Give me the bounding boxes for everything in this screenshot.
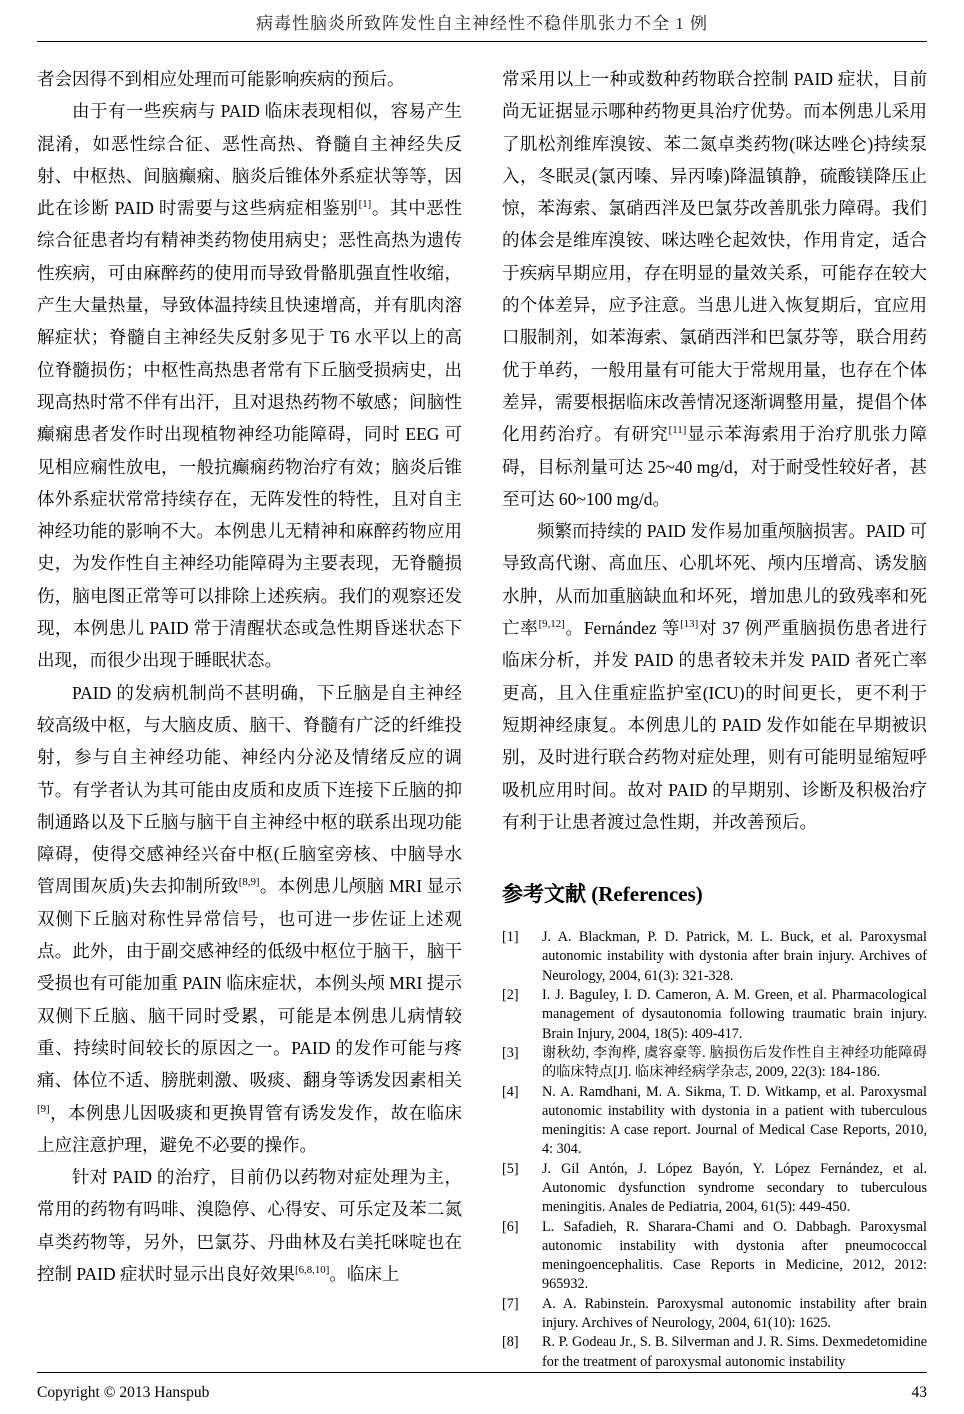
- reference-text: R. P. Godeau Jr., S. B. Silverman and J. R. Sims. Dexmedetomidine for the treatment of paroxysmal autonomic instability: [542, 1334, 927, 1370]
- reference-item: [502, 1218, 927, 1295]
- reference-text: 谢秋幼, 李洵桦, 虞容豪等. 脑损伤后发作性自主神经功能障碍的临床特点[J]. 临床神经病学杂志, 2009, 22(3): 184-186.: [542, 1044, 927, 1081]
- reference-number: [3]: [502, 1044, 519, 1061]
- reference-number: [7]: [502, 1295, 519, 1312]
- left-column: [37, 63, 462, 1372]
- body-paragraph: 频繁而持续的 PAID 发作易加重颅脑损害。PAID 可导致高代谢、高血压、心肌坏死、颅内压增高、诱发脑水肿，从而加重脑缺血和坏死，增加患儿的致残率和死亡率[9,12]。Fernández 等[13]对 37 例严重脑损伤患者进行临床分析，并发 PAID 的患者较未并发 PAID 者死亡率更高，且入住重症监护室(ICU)的时间更长，更不利于短期神经康复。本例患儿的 PAID 发作如能在早期被识别，及时进行联合药物对症处理，则有可能明显缩短呼吸机应用时间。故对 PAID 的早期别、诊断及积极治疗有利于让患者渡过急性期，并改善预后。: [502, 521, 928, 832]
- page-header: [37, 0, 927, 42]
- reference-number: [8]: [502, 1334, 519, 1351]
- reference-item: [502, 986, 927, 1044]
- reference-text: J. A. Blackman, P. D. Patrick, M. L. Buck, et al. Paroxysmal autonomic instability with dystonia after brain injury. Archives of Neurology, 2004, 61(3): 321-328.: [542, 929, 927, 984]
- body-paragraph: 者会因得不到相应处理而可能影响疾病的预后。: [37, 69, 405, 89]
- body-paragraph: 由于有一些疾病与 PAID 临床表现相似，容易产生混淆，如恶性综合征、恶性高热、脊髓自主神经失反射、中枢热、间脑癫痫、脑炎后锥体外系症状等等，因此在诊断 PAID 时需要与这些病症相鉴别[1]。其中恶性综合征患者均有精神类药物使用病史；恶性高热为遗传性疾病，可由麻醉药的使用而导致骨骼肌强直性收缩，产生大量热量，导致体温持续且快速增高，并有肌肉溶解症状；脊髓自主神经失反射多见于 T6 水平以上的高位脊髓损伤；中枢性高热患者常有下丘脑受损病史，出现高热时常不伴有出汗，且对退热药物不敏感；间脑性癫痫患者发作时出现植物神经功能障碍，同时 EEG 可见相应痫性放电，一般抗癫痫药物治疗有效；脑炎后锥体外系症状常常持续存在，无阵发性的特性，且对自主神经功能的影响不大。本例患儿无精神和麻醉药物应用史，为发作性自主神经功能障碍为主要表现，无脊髓损伤，脑电图正常等可以排除上述疾病。我们的观察还发现，本例患儿 PAID 常于清醒状态或急性期昏迷状态下出现，而很少出现于睡眠状态。: [37, 101, 462, 671]
- reference-text: N. A. Ramdhani, M. A. Sikma, T. D. Witkamp, et al. Paroxysmal autonomic instability with dystonia in a patient with tuberculous meningitis: A case report. Journal of Medical Case Reports, 2010, 4: 304.: [542, 1083, 927, 1158]
- reference-item: [502, 1083, 927, 1160]
- body-paragraph: PAID 的发病机制尚不甚明确，下丘脑是自主神经较高级中枢，与大脑皮质、脑干、脊髓有广泛的纤维投射，参与自主神经功能、神经内分泌及情绪反应的调节。有学者认为其可能由皮质和皮质下连接下丘脑的抑制通路以及下丘脑与脑干自主神经中枢的联系出现功能障碍，使得交感神经兴奋中枢(丘脑室旁核、中脑导水管周围灰质)失去抑制所致[8,9]。本例患儿颅脑 MRI 显示双侧下丘脑对称性异常信号，也可进一步佐证上述观点。此外，由于副交感神经的低级中枢位于脑干，脑干受损也有可能加重 PAIN 临床症状，本例头颅 MRI 提示双侧下丘脑、脑干同时受累，可能是本例患儿病情较重、持续时间较长的原因之一。PAID 的发作可能与疼痛、体位不适、膀胱刺激、吸痰、翻身等诱发因素相关[9]，本例患儿因吸痰和更换胃管有诱发发作，故在临床上应注意护理，避免不必要的操作。: [37, 682, 463, 1155]
- reference-text: A. A. Rabinstein. Paroxysmal autonomic instability after brain injury. Archives of Neurology, 2004, 61(10): 1625.: [542, 1295, 927, 1332]
- body-paragraph: 常采用以上一种或数种药物联合控制 PAID 症状，目前尚无证据显示哪种药物更具治疗优势。而本例患儿采用了肌松剂维库溴铵、苯二氮卓类药物(咪达唑仑)持续泵入，冬眠灵(氯丙嗪、异丙嗪)降温镇静，硫酸镁降压止惊，苯海索、氯硝西泮及巴氯芬改善肌张力障碍。我们的体会是维库溴铵、咪达唑仑起效快，作用肯定，适合于疾病早期应用，存在明显的量效关系，可能存在较大的个体差异，应予注意。当患儿进入恢复期后，宜应用口服制剂，如苯海索、氯硝西泮和巴氯芬等，联合用药优于单药，一般用量有可能大于常规用量，也存在个体差异，需要根据临床改善情况逐渐调整用量，提倡个体化用药治疗。有研究[11]显示苯海索用于治疗肌张力障碍，目标剂量可达 25~40 mg/d，对于耐受性较好者，甚至可达 60~100 mg/d。: [502, 69, 928, 509]
- two-column-body: [37, 63, 927, 1372]
- page-footer: [37, 1372, 927, 1402]
- reference-item: [502, 1295, 927, 1334]
- reference-text: I. J. Baguley, I. D. Cameron, A. M. Green, et al. Pharmacological management of dysautonomia following traumatic brain injury. Brain Injury, 2004, 18(5): 409-417.: [542, 987, 927, 1042]
- body-paragraph: 针对 PAID 的治疗，目前仍以药物对症处理为主，常用的药物有吗啡、溴隐停、心得安、可乐定及苯二氮卓类药物等，另外，巴氯芬、丹曲林及右美托咪啶也在控制 PAID 症状时显示出良好效果[6,8,10]。临床上: [37, 1167, 462, 1284]
- reference-number: [6]: [502, 1218, 519, 1235]
- reference-number: [2]: [502, 987, 519, 1004]
- reference-item: [502, 1044, 927, 1083]
- reference-item: [502, 928, 927, 986]
- reference-number: [4]: [502, 1083, 519, 1100]
- reference-number: [1]: [502, 929, 519, 946]
- right-column: [502, 63, 927, 1372]
- reference-item: [502, 1333, 927, 1372]
- footer-copyright: Copyright © 2013 Hanspub: [37, 1384, 210, 1401]
- references-heading: 参考文献 (References): [502, 882, 703, 907]
- footer-page-number: 43: [911, 1384, 927, 1401]
- reference-number: [5]: [502, 1160, 519, 1177]
- right-column-text: [502, 63, 927, 838]
- reference-list: [502, 928, 927, 1372]
- reference-text: J. Gil Antón, J. López Bayón, Y. López Fernández, et al. Autonomic dysfunction syndrome secondary to tuberculous meningitis. Anales de Pediatria, 2004, 61(5): 449-450.: [542, 1160, 927, 1216]
- reference-item: [502, 1160, 927, 1218]
- page-title: 病毒性脑炎所致阵发性自主神经性不稳伴肌张力不全 1 例: [256, 14, 708, 33]
- reference-text: L. Safadieh, R. Sharara-Chami and O. Dabbagh. Paroxysmal autonomic instability with dystonia after pneumococcal meningoencephalitis. Case Reports in Medicine, 2012, 2012: 965932.: [542, 1218, 927, 1293]
